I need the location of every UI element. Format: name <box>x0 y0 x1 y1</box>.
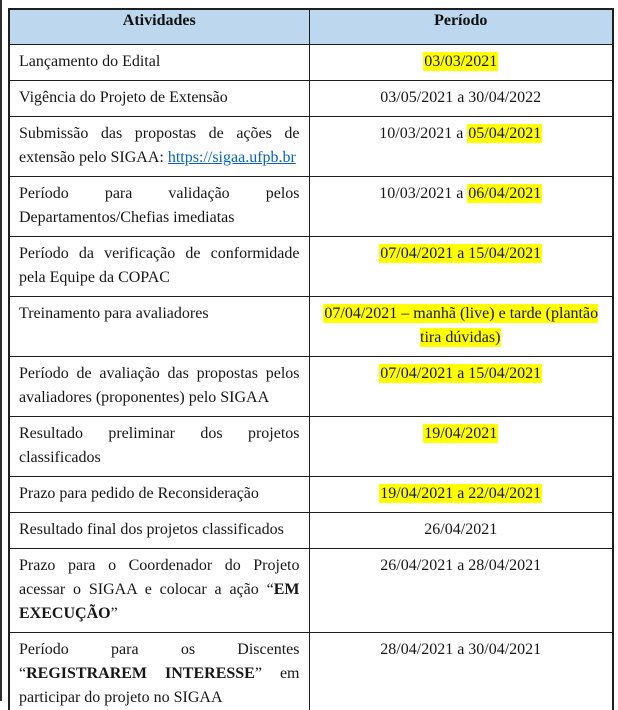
period-cell <box>309 45 613 81</box>
activity-cell <box>9 417 309 477</box>
cell-text: Resultado preliminar dos projetos classificados <box>19 425 300 466</box>
cell-text: ” em participar do projeto no SIGAA <box>19 665 300 706</box>
cell-text: Lançamento do Edital <box>19 53 161 70</box>
activity-cell <box>9 513 309 549</box>
highlighted-text: 05/04/2021 <box>468 125 542 142</box>
period-cell <box>309 633 613 710</box>
activity-cell <box>9 297 309 357</box>
cell-text: REGISTRAREM INTERESSE <box>26 665 255 682</box>
activity-cell <box>9 477 309 513</box>
table-row <box>9 297 613 357</box>
table-row <box>9 513 613 549</box>
cell-text: Treinamento para avaliadores <box>19 305 209 322</box>
period-cell <box>309 297 613 357</box>
cell-text: Período da verificação de conformidade pela Equipe da COPAC <box>19 245 300 286</box>
table-row <box>9 417 613 477</box>
column-header-atividades: Atividades <box>9 9 309 45</box>
period-cell <box>309 549 613 633</box>
period-cell <box>309 357 613 417</box>
period-cell <box>309 237 613 297</box>
activity-cell <box>9 117 309 177</box>
activity-cell <box>9 177 309 237</box>
period-cell <box>309 417 613 477</box>
table-row <box>9 117 613 177</box>
highlighted-text: 07/04/2021 a 15/04/2021 <box>380 365 542 382</box>
cell-text: Vigência do Projeto de Extensão <box>19 89 228 106</box>
table-body <box>9 45 613 710</box>
highlighted-text: 06/04/2021 <box>468 185 542 202</box>
table-row <box>9 45 613 81</box>
highlighted-text: 07/04/2021 a 15/04/2021 <box>380 245 542 262</box>
cell-text: 10/03/2021 a <box>379 185 468 202</box>
cell-text: 28/04/2021 a 30/04/2021 <box>380 641 542 658</box>
cell-text: Período para validação pelos Departamentos/Chefias imediatas <box>19 185 300 226</box>
table-row <box>9 633 613 710</box>
table-row <box>9 177 613 237</box>
cell-text: EM EXECUÇÃO <box>19 581 300 622</box>
table-row <box>9 549 613 633</box>
cell-text: Prazo para pedido de Reconsideração <box>19 485 259 502</box>
highlighted-text: 19/04/2021 <box>424 425 498 442</box>
cell-text: Resultado final dos projetos classificados <box>19 521 284 538</box>
cell-text: 26/04/2021 a 28/04/2021 <box>380 557 542 574</box>
cell-text: 10/03/2021 a <box>379 125 468 142</box>
activity-cell <box>9 81 309 117</box>
table-row <box>9 81 613 117</box>
schedule-table <box>8 8 614 710</box>
page-edge-line <box>0 0 2 701</box>
period-cell <box>309 117 613 177</box>
activity-cell <box>9 45 309 81</box>
table-header-row <box>9 9 613 45</box>
cell-text: Prazo para o Coordenador do Projeto acessar o SIGAA e colocar a ação “ <box>19 557 300 598</box>
column-header-periodo: Período <box>309 9 613 45</box>
activity-cell <box>9 237 309 297</box>
cell-text: 03/05/2021 a 30/04/2022 <box>380 89 542 106</box>
sigaa-link[interactable]: https://sigaa.ufpb.br <box>167 149 296 166</box>
activity-cell <box>9 357 309 417</box>
table-row <box>9 477 613 513</box>
activity-cell <box>9 549 309 633</box>
highlighted-text: 07/04/2021 – manhã (live) e tarde (plantão tira dúvidas) <box>324 305 599 346</box>
highlighted-text: 19/04/2021 a 22/04/2021 <box>380 485 542 502</box>
period-cell <box>309 177 613 237</box>
period-cell <box>309 477 613 513</box>
table-row <box>9 237 613 297</box>
cell-text: ” <box>110 605 118 622</box>
table-row <box>9 357 613 417</box>
cell-text: Submissão das propostas de ações de extensão pelo SIGAA: <box>19 125 300 166</box>
cell-text: Período de avaliação das propostas pelos avaliadores (proponentes) pelo SIGAA <box>19 365 300 406</box>
cell-text: Período para os Discentes “ <box>19 641 300 682</box>
activity-cell <box>9 633 309 710</box>
cell-text: 26/04/2021 <box>424 521 498 538</box>
period-cell <box>309 81 613 117</box>
period-cell <box>309 513 613 549</box>
highlighted-text: 03/03/2021 <box>424 53 498 70</box>
